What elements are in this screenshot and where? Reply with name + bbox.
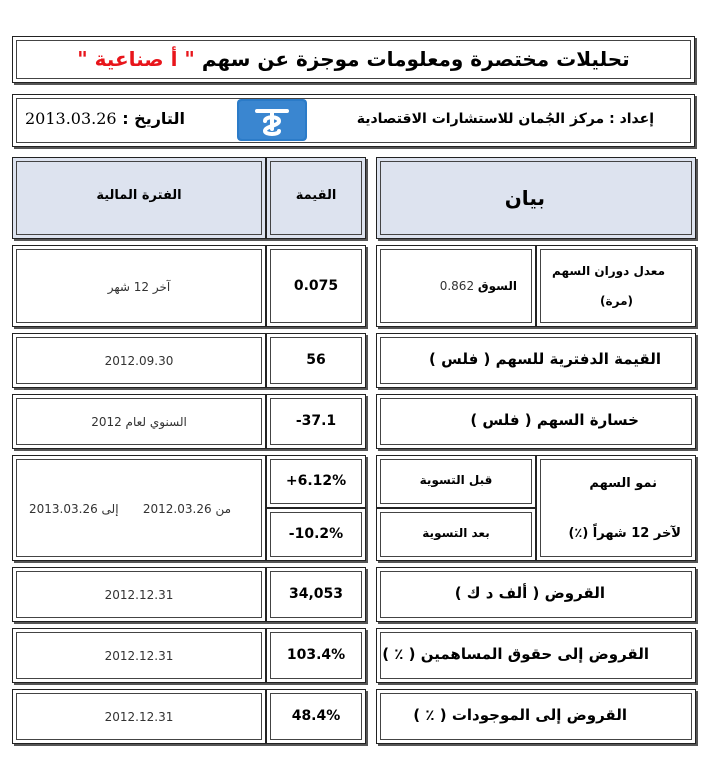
row-growth-after-value (266, 508, 366, 561)
loss-period: السنوي لعام 2012 (91, 415, 187, 429)
turnover-market (440, 279, 517, 293)
row-growth-after-label (376, 508, 536, 561)
growth-to-label: إلى (101, 502, 119, 516)
growth-before-label: قبل التسوية (419, 473, 493, 487)
row-loans-value (266, 567, 366, 622)
col-period-header (12, 157, 266, 239)
row-loans-assets-value (266, 689, 366, 744)
row-book-label (376, 333, 696, 388)
loans-equity-label: القروض إلى حقوق المساهمين ( ٪ ) (382, 645, 649, 663)
row-turnover-label-inner (540, 249, 692, 323)
loans-value: 34,053 (288, 586, 344, 602)
report-date (25, 109, 185, 128)
row-growth-label (536, 455, 696, 561)
book-period: 2012.09.30 (104, 354, 174, 368)
prepared-by (357, 111, 654, 127)
row-turnover-label (536, 245, 696, 327)
page-title (13, 47, 694, 71)
turnover-market-value: 0.862 (439, 279, 475, 293)
title-company: " أ صناعية " (77, 47, 195, 71)
row-loans-assets-period (12, 689, 266, 744)
date-label: التاريخ : (122, 109, 185, 128)
loans-period: 2012.12.31 (104, 588, 174, 602)
row-loans-assets-label (376, 689, 696, 744)
growth-from-date: 2012.03.26 (142, 502, 212, 516)
book-label: القيمة الدفترية للسهم ( فلس ) (429, 350, 661, 368)
loans-assets-label: القروض إلى الموجودات ( ٪ ) (413, 706, 627, 724)
growth-label-1: نمو السهم (589, 476, 657, 491)
growth-after-value: -10.2% (288, 526, 344, 542)
col-item-label: بيان (504, 186, 545, 210)
loss-label: خسارة السهم ( فلس ) (470, 411, 639, 429)
turnover-label-1: معدل دوران السهم (552, 264, 665, 278)
row-turnover-value (266, 245, 366, 327)
row-turnover-market (376, 245, 536, 327)
loans-equity-value: 103.4% (286, 647, 346, 663)
loss-value: -37.1 (295, 413, 337, 429)
loans-assets-period: 2012.12.31 (104, 710, 174, 724)
prepared-label: إعداد : (609, 111, 654, 127)
growth-before-value: +6.12% (285, 473, 347, 489)
growth-to-date: 2013.03.26 (29, 502, 98, 516)
row-loss-label (376, 394, 696, 449)
turnover-period: آخر 12 شهر (107, 280, 171, 294)
growth-label-2: لآخر 12 شهراً (٪) (568, 526, 681, 541)
row-loss-value (266, 394, 366, 449)
jumaan-logo (237, 99, 307, 141)
row-growth-label-inner (540, 459, 692, 557)
growth-from (143, 502, 231, 516)
col-value-label: القيمة (295, 188, 337, 203)
loans-assets-value: 48.4% (291, 708, 341, 724)
col-item-header (376, 157, 696, 239)
title-box (12, 36, 695, 83)
header-box (12, 94, 695, 147)
growth-after-label: بعد التسوية (422, 526, 490, 540)
row-turnover-period (12, 245, 266, 327)
growth-to (29, 502, 119, 516)
row-growth-before-label (376, 455, 536, 508)
book-value: 56 (306, 352, 326, 368)
row-loans-label (376, 567, 696, 622)
col-value-header (266, 157, 366, 239)
row-loans-period (12, 567, 266, 622)
row-loans-equity-label (376, 628, 696, 683)
loans-label: القروض ( ألف د ك ) (454, 584, 605, 602)
prepared-by-name: مركز الجُمان للاستشارات الاقتصادية (356, 111, 605, 127)
title-main: تحليلات مختصرة ومعلومات موجزة عن سهم (201, 47, 630, 71)
row-loans-equity-value (266, 628, 366, 683)
logo-icon (237, 99, 307, 141)
row-loss-period (12, 394, 266, 449)
col-period-label: الفترة المالية (96, 188, 182, 203)
turnover-value: 0.075 (293, 278, 339, 294)
date-value: 2013.03.26 (25, 109, 117, 128)
row-growth-before-value (266, 455, 366, 508)
row-loans-equity-period (12, 628, 266, 683)
row-growth-period (12, 455, 266, 561)
turnover-market-label: السوق (477, 279, 517, 293)
row-book-value (266, 333, 366, 388)
row-book-period (12, 333, 266, 388)
growth-from-label: من (215, 502, 231, 516)
loans-equity-period: 2012.12.31 (104, 649, 174, 663)
turnover-label-2: (مرة) (600, 294, 633, 308)
